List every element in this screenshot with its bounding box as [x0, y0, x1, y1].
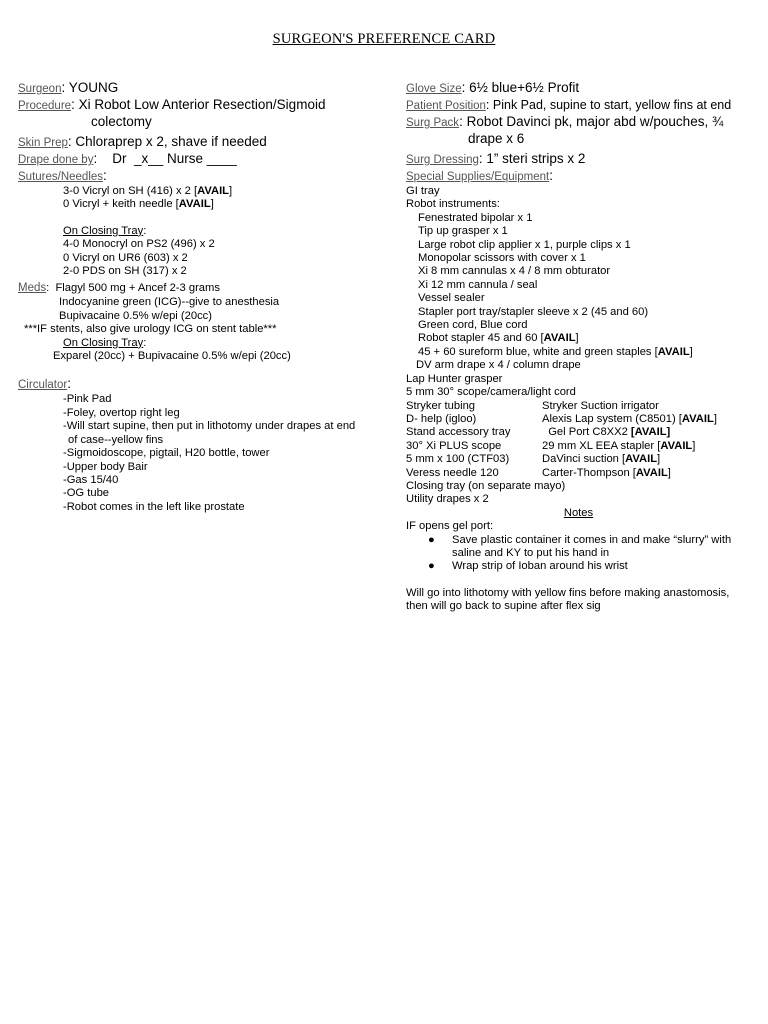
- surg-dressing-field: Surg Dressing: 1” steri strips x 2: [406, 151, 586, 166]
- list-item: Green cord, Blue cord: [418, 319, 528, 332]
- surg-dressing-value: 1” steri strips x 2: [486, 151, 586, 166]
- list-item: Utility drapes x 2: [406, 493, 489, 506]
- surg-pack-field: Surg Pack: Robot Davinci pk, major abd w/pouches, ¾: [406, 114, 724, 129]
- list-item: ● Save plastic container it comes in and make “slurry” with saline and KY to put his hand in: [428, 533, 732, 559]
- sutures-field: Sutures/Needles:: [18, 168, 107, 183]
- skin-prep-value: Chloraprep x 2, shave if needed: [75, 134, 267, 149]
- bullet-icon: ●: [428, 560, 435, 573]
- procedure-value-continued: colectomy: [91, 114, 152, 129]
- list-item: -Upper body Bair: [63, 460, 148, 473]
- table-row: D- help (igloo) Alexis Lap system (C8501) [AVAIL]: [406, 412, 717, 425]
- procedure-value: Xi Robot Low Anterior Resection/Sigmoid: [78, 97, 326, 112]
- drape-value: Dr _x__ Nurse ____: [112, 151, 237, 166]
- list-item: DV arm drape x 4 / column drape: [416, 359, 581, 372]
- meds-line: Indocyanine green (ICG)--give to anesthesia: [59, 296, 280, 309]
- circulator-field: Circulator:: [18, 376, 71, 392]
- list-item: 0 Vicryl + keith needle [AVAIL]: [63, 198, 214, 211]
- meds-closing-line: Exparel (20cc) + Bupivacaine 0.5% w/epi (20cc): [53, 350, 291, 363]
- notes-intro: IF opens gel port:: [406, 520, 494, 533]
- list-item: 2-0 PDS on SH (317) x 2: [63, 265, 187, 278]
- notes-final: Will go into lithotomy with yellow fins before making anastomosis, then will go back to supine after flex sig: [406, 586, 730, 613]
- meds-stent-note: ***IF stents, also give urology ICG on stent table***: [24, 323, 277, 336]
- list-item: 45 + 60 sureform blue, white and green staples [AVAIL]: [418, 345, 693, 358]
- list-item: Xi 8 mm cannulas x 4 / 8 mm obturator: [418, 265, 611, 278]
- right-column: [406, 80, 751, 614]
- list-item: -OG tube: [63, 487, 110, 500]
- list-item: Vessel sealer: [418, 292, 485, 305]
- list-item: GI tray: [406, 185, 440, 197]
- surg-dressing-label: Surg Dressing: [406, 154, 479, 166]
- skin-prep-label: Skin Prep: [18, 137, 68, 149]
- list-item: Tip up grasper x 1: [418, 225, 508, 238]
- surg-pack-value-continued: drape x 6: [468, 131, 525, 146]
- list-item: -Gas 15/40: [63, 473, 119, 486]
- closing-tray-heading: On Closing Tray:: [63, 224, 147, 237]
- list-item: 0 Vicryl on UR6 (603) x 2: [63, 251, 188, 264]
- list-item: Xi 12 mm cannula / seal: [418, 278, 538, 291]
- glove-size-field: Glove Size: 6½ blue+6½ Profit: [406, 80, 580, 95]
- glove-size-label: Glove Size: [406, 83, 462, 95]
- table-row: Stryker tubing Stryker Suction irrigator: [406, 399, 659, 412]
- bullet-icon: ●: [428, 533, 435, 546]
- table-row: 30° Xi PLUS scope 29 mm XL EEA stapler [AVAIL]: [406, 439, 696, 452]
- surgeon-label: Surgeon: [18, 83, 62, 95]
- drape-field: Drape done by: Dr _x__ Nurse ____: [18, 151, 237, 166]
- drape-label: Drape done by: [18, 154, 94, 166]
- robot-instruments-heading: Robot instruments:: [406, 198, 500, 211]
- procedure-label: Procedure: [18, 100, 72, 112]
- circulator-label: Circulator: [18, 379, 68, 392]
- surgeon-field: Surgeon: YOUNG: [18, 80, 119, 95]
- list-item: 5 mm 30° scope/camera/light cord: [406, 386, 576, 399]
- supplies-pairs: [406, 400, 751, 480]
- meds-field: Meds: Flagyl 500 mg + Ancef 2-3 grams: [18, 282, 220, 295]
- meds-line: Flagyl 500 mg + Ancef 2-3 grams: [55, 282, 220, 295]
- closing-tray-heading: On Closing Tray:: [63, 336, 147, 349]
- list-item: Closing tray (on separate mayo): [406, 479, 566, 492]
- table-row: Stand accessory tray Gel Port C8XX2 [AVAIL]: [406, 426, 671, 439]
- list-item: Fenestrated bipolar x 1: [418, 211, 533, 224]
- table-row: 5 mm x 100 (CTF03) DaVinci suction [AVAIL]: [406, 453, 661, 466]
- patient-position-value: Pink Pad, supine to start, yellow fins at end: [492, 98, 732, 112]
- list-item: Lap Hunter grasper: [406, 372, 503, 385]
- table-row: Veress needle 120 Carter-Thompson [AVAIL]: [406, 466, 671, 479]
- list-item: 3-0 Vicryl on SH (416) x 2 [AVAIL]: [63, 185, 233, 197]
- meds-line: Bupivacaine 0.5% w/epi (20cc): [59, 309, 212, 322]
- page-title: SURGEON'S PREFERENCE CARD: [272, 31, 496, 47]
- procedure-field: Procedure: Xi Robot Low Anterior Resection/Sigmoid: [18, 97, 326, 112]
- list-item: 4-0 Monocryl on PS2 (496) x 2: [63, 238, 215, 251]
- list-item: -Will start supine, then put in lithotomy under drapes at end: [63, 420, 356, 433]
- list-item: -Sigmoidoscope, pigtail, H20 bottle, tower: [63, 447, 270, 460]
- list-item: -Pink Pad: [63, 393, 112, 406]
- surg-pack-label: Surg Pack: [406, 117, 460, 129]
- surgeon-value: YOUNG: [68, 80, 119, 95]
- list-item: -Robot comes in the left like prostate: [63, 500, 245, 513]
- list-item: Robot stapler 45 and 60 [AVAIL]: [418, 332, 579, 345]
- list-item: -Foley, overtop right leg: [63, 406, 180, 419]
- list-item: Monopolar scissors with cover x 1: [418, 252, 586, 265]
- special-supplies-label: Special Supplies/Equipment: [406, 171, 550, 183]
- glove-size-value: 6½ blue+6½ Profit: [469, 80, 580, 95]
- sutures-label: Sutures/Needles: [18, 171, 104, 183]
- notes-heading: Notes: [563, 506, 594, 519]
- sutures-list: [18, 185, 390, 278]
- list-item: of case--yellow fins: [68, 433, 164, 446]
- patient-position-field: Patient Position: Pink Pad, supine to start, yellow fins at end: [406, 98, 732, 112]
- list-item: ● Wrap strip of Ioban around his wrist: [428, 560, 628, 573]
- list-item: Stapler port tray/stapler sleeve x 2 (45 and 60): [418, 305, 649, 318]
- robot-instruments-list: [406, 212, 751, 359]
- meds-label: Meds: [18, 282, 47, 295]
- surg-pack-value: Robot Davinci pk, major abd w/pouches, ¾: [466, 114, 724, 129]
- skin-prep-field: Skin Prep: Chloraprep x 2, shave if needed: [18, 134, 267, 149]
- special-supplies-field: Special Supplies/Equipment:: [406, 168, 553, 183]
- left-column: [18, 80, 390, 514]
- list-item: Large robot clip applier x 1, purple clips x 1: [418, 238, 631, 251]
- circulator-list: [18, 393, 390, 514]
- patient-position-label: Patient Position: [406, 100, 486, 112]
